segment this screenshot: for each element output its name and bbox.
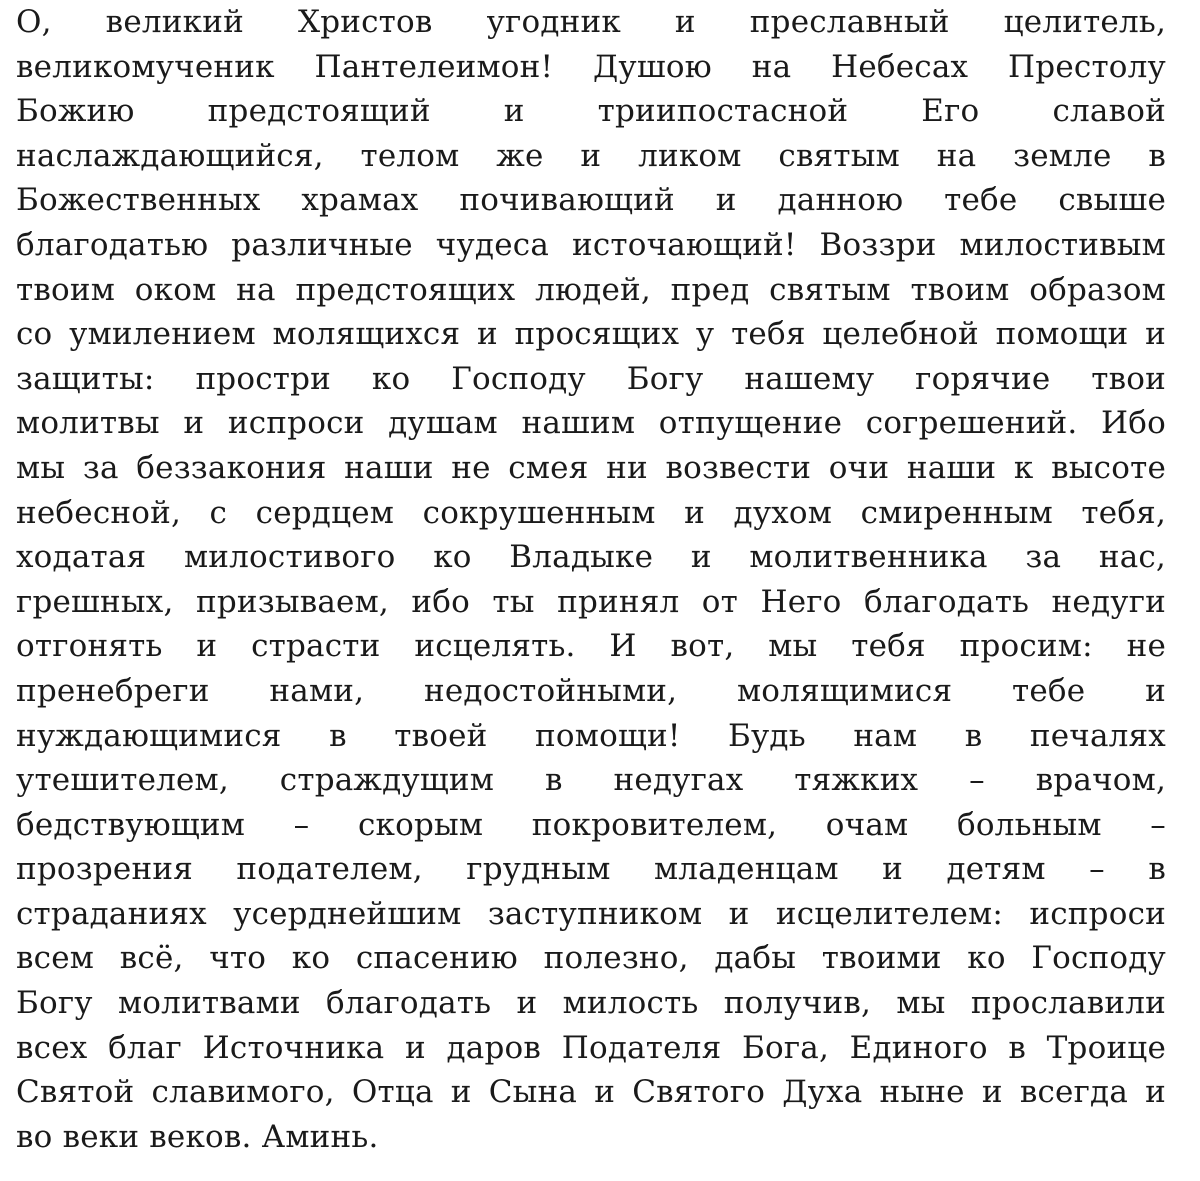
text-line: прозрения подателем, грудным младенцам и детям – в [16, 851, 1166, 888]
text-line: Богу молитвами благодать и милость получив, мы прославили [16, 985, 1166, 1022]
text-line: отгонять и страсти исцелять. И вот, мы тебя просим: не [16, 628, 1166, 665]
text-line: защиты: простри ко Господу Богу нашему горячие твои [16, 360, 1166, 397]
text-line: всем всё, что ко спасению полезно, дабы твоими ко Господу [16, 940, 1166, 977]
text-line: небесной, с сердцем сокрушенным и духом смиренным тебя, [16, 494, 1166, 531]
text-line: Святой славимого, Отца и Сына и Святого Духа ныне и всегда и [16, 1074, 1166, 1111]
text-line: страданиях усерднейшим заступником и исцелителем: испроси [16, 895, 1166, 932]
text-line: всех благ Источника и даров Подателя Бога, Единого в Троице [16, 1029, 1166, 1066]
text-line: грешных, призываем, ибо ты принял от Него благодать недуги [16, 583, 1166, 620]
text-line: пренебреги нами, недостойными, молящимися тебе и [16, 672, 1166, 709]
text-line: мы за беззакония наши не смея ни возвести очи наши к высоте [16, 449, 1166, 486]
text-line-last: во веки веков. Аминь. [16, 1118, 379, 1155]
text-line: Божию предстоящий и триипостасной Его славой [16, 93, 1166, 130]
text-line: наслаждающийся, телом же и ликом святым на земле в [16, 137, 1166, 174]
text-line: нуждающимися в твоей помощи! Будь нам в печалях [16, 717, 1166, 754]
text-line: утешителем, страждущим в недугах тяжких – врачом, [16, 762, 1166, 799]
text-line: ходатая милостивого ко Владыке и молитвенника за нас, [16, 539, 1166, 576]
text-line: благодатью различные чудеса источающий! Воззри милостивым [16, 226, 1166, 263]
text-line: О, великий Христов угодник и преславный целитель, [16, 4, 1166, 40]
prayer-text-block [16, 0, 1166, 1159]
text-line: твоим оком на предстоящих людей, пред святым твоим образом [16, 271, 1166, 308]
text-line: молитвы и испроси душам нашим отпущение согрешений. Ибо [16, 405, 1166, 442]
text-line: со умилением молящихся и просящих у тебя целебной помощи и [16, 316, 1166, 353]
text-line: великомученик Пантелеимон! Душою на Небесах Престолу [16, 48, 1166, 85]
text-line: Божественных храмах почивающий и данною тебе свыше [16, 182, 1166, 219]
text-line: бедствующим – скорым покровителем, очам больным – [16, 806, 1166, 843]
